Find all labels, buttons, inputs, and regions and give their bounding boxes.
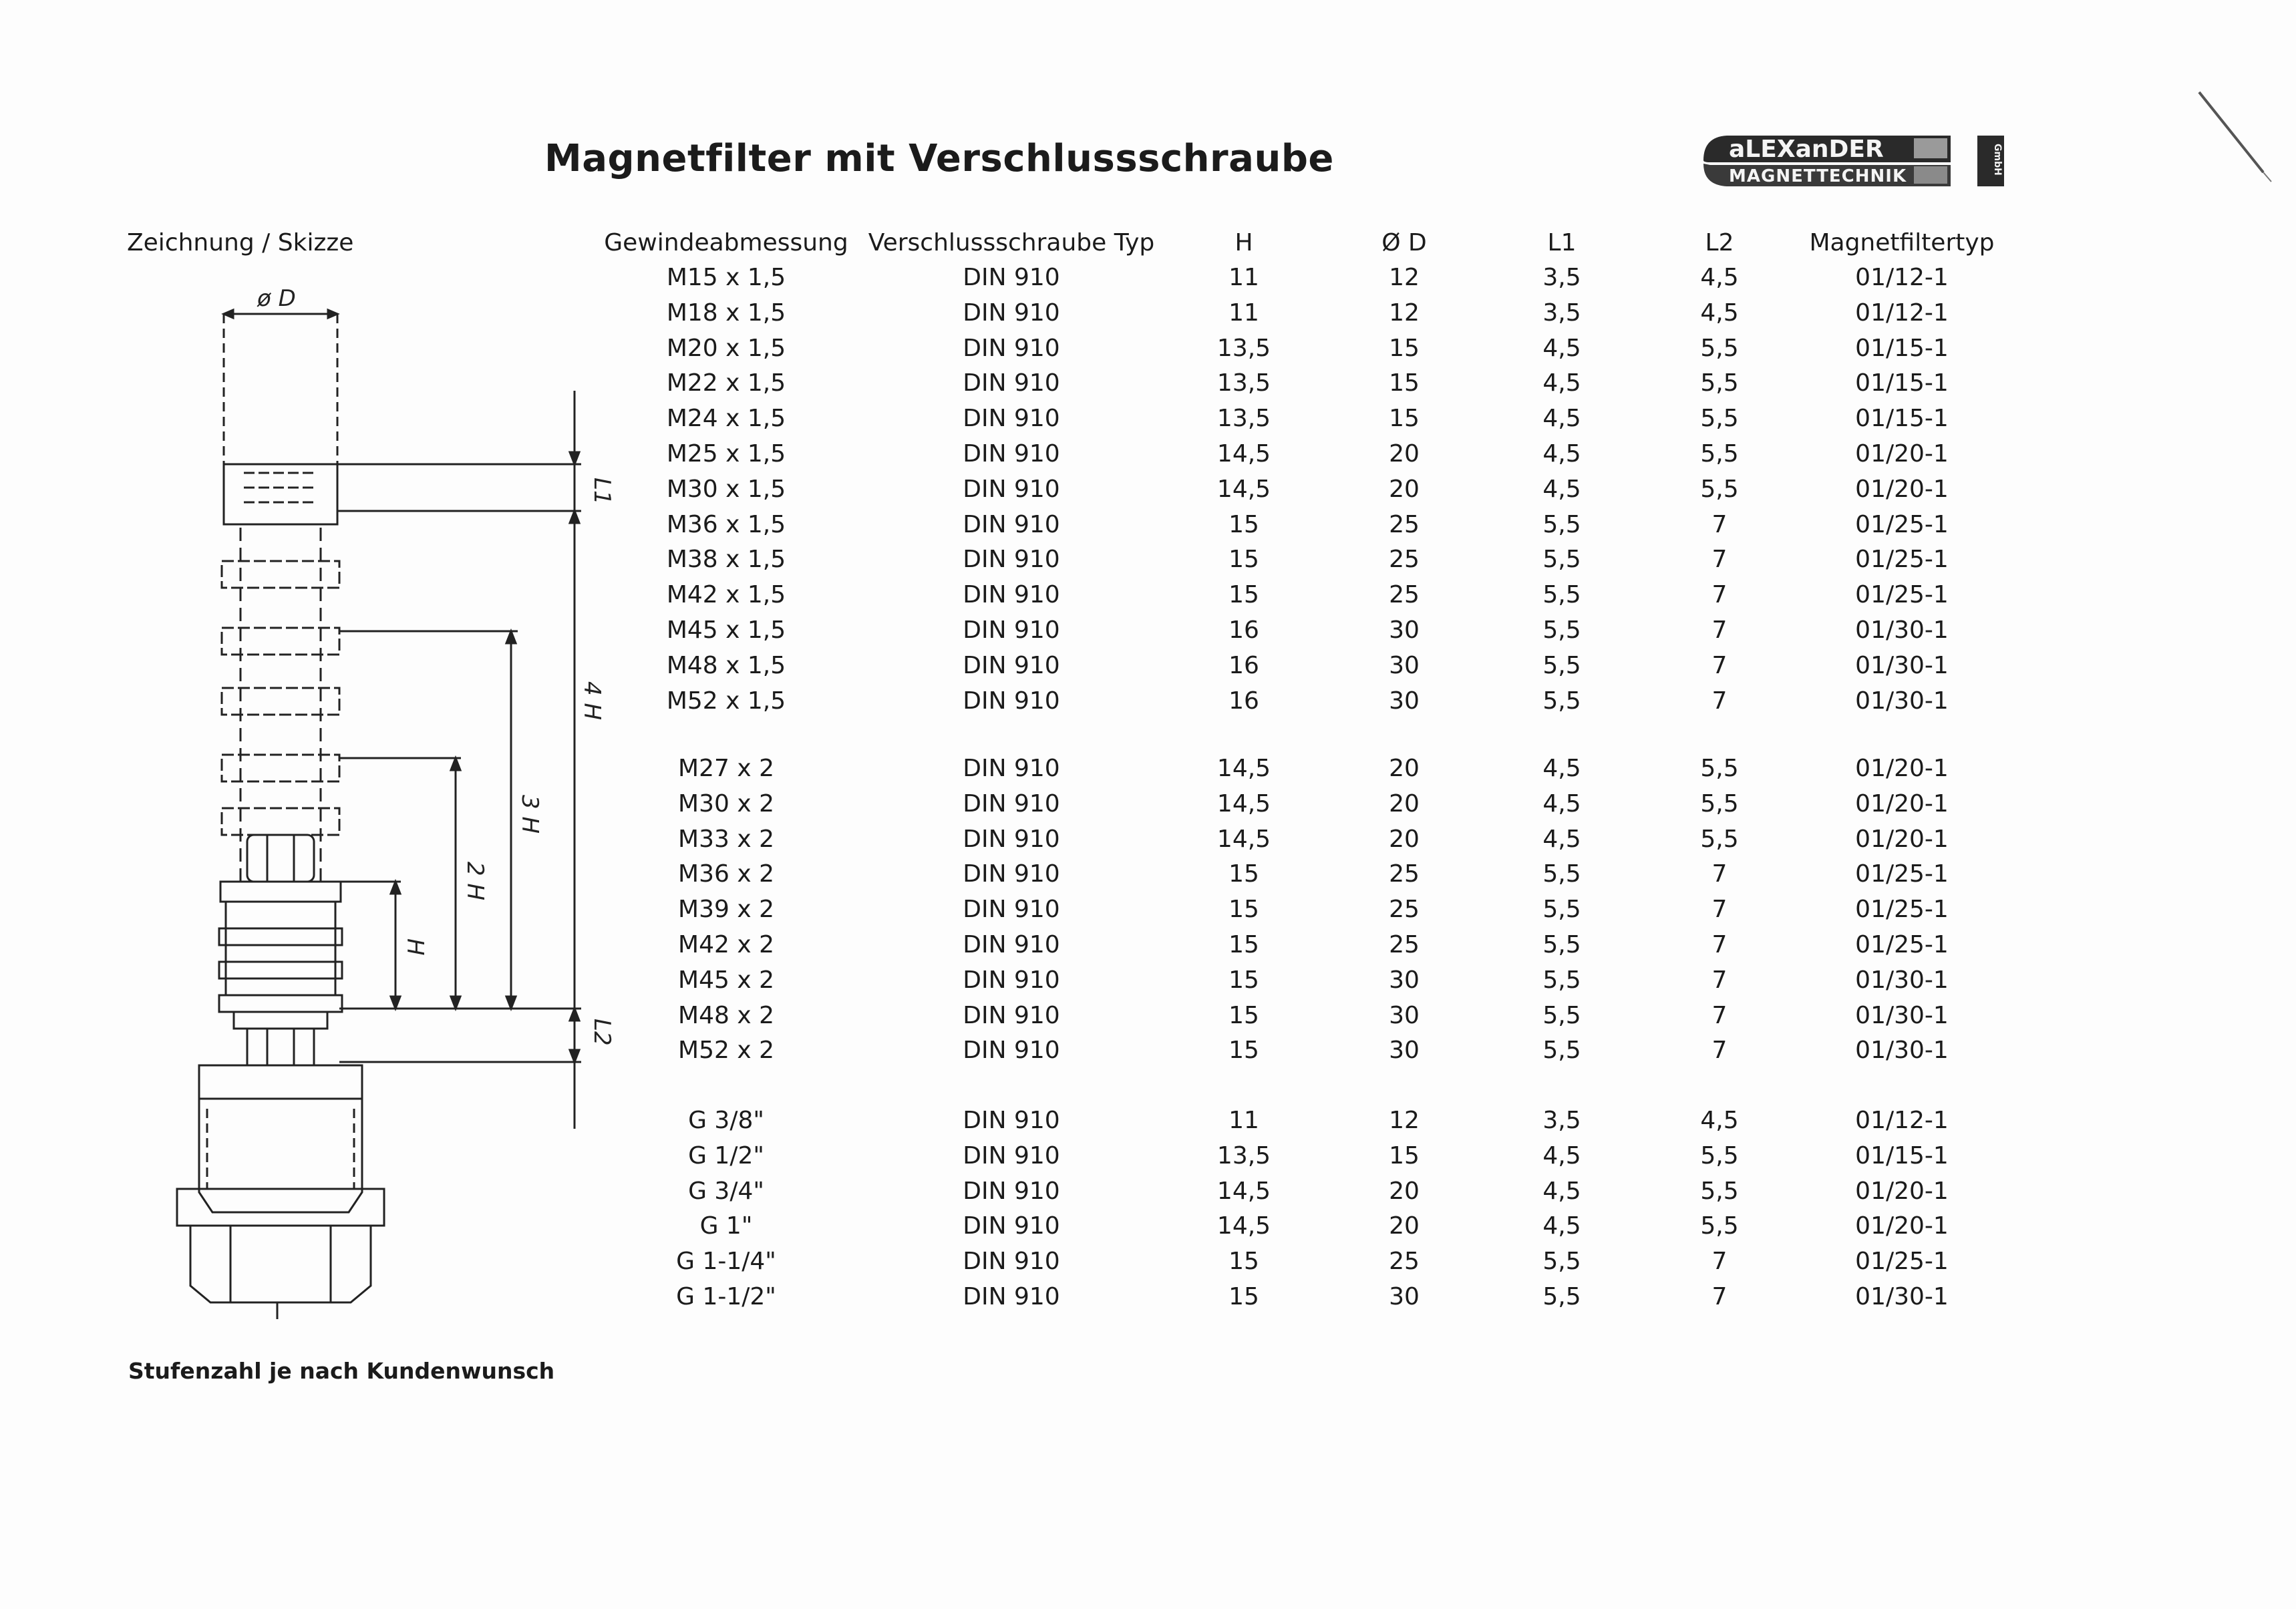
- cell-l2: 5,5: [1700, 405, 1739, 432]
- cell-l1: 5,5: [1542, 581, 1581, 608]
- cell-screw-type: DIN 910: [963, 931, 1060, 958]
- cell-thread: M30 x 2: [678, 790, 774, 818]
- cell-l2: 7: [1711, 1248, 1728, 1275]
- cell-l1: 4,5: [1542, 1142, 1581, 1170]
- cell-h: 11: [1228, 1107, 1259, 1134]
- cell-thread: M48 x 1,5: [666, 652, 786, 679]
- cell-filter-type: 01/30-1: [1855, 687, 1949, 715]
- cell-diameter: 20: [1389, 790, 1420, 818]
- cell-l1: 5,5: [1542, 966, 1581, 994]
- cell-diameter: 20: [1389, 476, 1420, 503]
- cell-l2: 5,5: [1700, 335, 1739, 362]
- cell-screw-type: DIN 910: [963, 440, 1060, 468]
- cell-screw-type: DIN 910: [963, 1037, 1060, 1064]
- cell-l1: 3,5: [1542, 264, 1581, 291]
- cell-h: 13,5: [1216, 405, 1271, 432]
- cell-l2: 7: [1711, 511, 1728, 538]
- footnote: Stufenzahl je nach Kundenwunsch: [128, 1358, 555, 1384]
- logo-side: GmbH: [1992, 144, 2003, 176]
- cell-diameter: 12: [1389, 264, 1420, 291]
- cell-filter-type: 01/12-1: [1855, 264, 1949, 291]
- cell-diameter: 25: [1389, 581, 1420, 608]
- cell-filter-type: 01/20-1: [1855, 826, 1949, 853]
- cell-diameter: 30: [1389, 966, 1420, 994]
- cell-filter-type: 01/20-1: [1855, 1212, 1949, 1240]
- cell-l1: 4,5: [1542, 755, 1581, 782]
- cell-diameter: 30: [1389, 1037, 1420, 1064]
- cell-l1: 5,5: [1542, 1283, 1581, 1310]
- technical-drawing: [167, 287, 621, 1329]
- cell-filter-type: 01/30-1: [1855, 616, 1949, 644]
- cell-screw-type: DIN 910: [963, 335, 1060, 362]
- cell-h: 15: [1228, 1002, 1259, 1029]
- cell-screw-type: DIN 910: [963, 687, 1060, 715]
- cell-h: 13,5: [1216, 1142, 1271, 1170]
- cell-h: 16: [1228, 687, 1259, 715]
- cell-screw-type: DIN 910: [963, 966, 1060, 994]
- cell-thread: M30 x 1,5: [666, 476, 786, 503]
- cell-l1: 5,5: [1542, 616, 1581, 644]
- cell-diameter: 15: [1389, 369, 1420, 397]
- cell-thread: G 1/2": [688, 1142, 764, 1170]
- cell-h: 14,5: [1216, 1212, 1271, 1240]
- cell-l2: 7: [1711, 860, 1728, 888]
- cell-thread: M45 x 2: [678, 966, 774, 994]
- header-verschlussschraube: Verschlussschraube Typ: [868, 229, 1155, 256]
- cell-thread: M33 x 2: [678, 826, 774, 853]
- cell-screw-type: DIN 910: [963, 1248, 1060, 1275]
- cell-screw-type: DIN 910: [963, 264, 1060, 291]
- cell-h: 16: [1228, 652, 1259, 679]
- cell-h: 14,5: [1216, 1178, 1271, 1205]
- cell-thread: G 3/4": [688, 1178, 764, 1205]
- cell-filter-type: 01/30-1: [1855, 652, 1949, 679]
- cell-filter-type: 01/30-1: [1855, 1002, 1949, 1029]
- cell-screw-type: DIN 910: [963, 896, 1060, 923]
- cell-h: 13,5: [1216, 369, 1271, 397]
- cell-thread: G 1": [699, 1212, 753, 1240]
- cell-filter-type: 01/20-1: [1855, 790, 1949, 818]
- cell-h: 15: [1228, 1248, 1259, 1275]
- logo-line1: aLEXanDER: [1729, 136, 1884, 163]
- cell-screw-type: DIN 910: [963, 1142, 1060, 1170]
- cell-filter-type: 01/25-1: [1855, 1248, 1949, 1275]
- cell-h: 15: [1228, 931, 1259, 958]
- page-title: Magnetfilter mit Verschlussschraube: [544, 137, 1334, 180]
- cell-l2: 4,5: [1700, 299, 1739, 327]
- cell-filter-type: 01/12-1: [1855, 1107, 1949, 1134]
- cell-filter-type: 01/25-1: [1855, 546, 1949, 573]
- cell-h: 14,5: [1216, 755, 1271, 782]
- cell-l1: 5,5: [1542, 687, 1581, 715]
- cell-filter-type: 01/15-1: [1855, 405, 1949, 432]
- cell-diameter: 25: [1389, 931, 1420, 958]
- cell-filter-type: 01/25-1: [1855, 896, 1949, 923]
- company-logo: [1697, 130, 2011, 190]
- cell-filter-type: 01/20-1: [1855, 1178, 1949, 1205]
- cell-screw-type: DIN 910: [963, 511, 1060, 538]
- cell-l2: 7: [1711, 616, 1728, 644]
- cell-l1: 5,5: [1542, 511, 1581, 538]
- cell-thread: M42 x 1,5: [666, 581, 786, 608]
- cell-thread: M48 x 2: [678, 1002, 774, 1029]
- cell-h: 13,5: [1216, 335, 1271, 362]
- cell-l2: 7: [1711, 581, 1728, 608]
- cell-filter-type: 01/30-1: [1855, 1283, 1949, 1310]
- cell-l1: 4,5: [1542, 335, 1581, 362]
- header-h: H: [1235, 229, 1253, 256]
- cell-diameter: 30: [1389, 616, 1420, 644]
- cell-thread: G 3/8": [688, 1107, 764, 1134]
- cell-h: 16: [1228, 616, 1259, 644]
- cell-diameter: 15: [1389, 335, 1420, 362]
- cell-h: 15: [1228, 511, 1259, 538]
- cell-screw-type: DIN 910: [963, 860, 1060, 888]
- cell-l1: 3,5: [1542, 1107, 1581, 1134]
- cell-filter-type: 01/25-1: [1855, 931, 1949, 958]
- cell-h: 11: [1228, 299, 1259, 327]
- dim-4h-label: 4 H: [579, 681, 605, 721]
- cell-thread: M52 x 1,5: [666, 687, 786, 715]
- cell-diameter: 30: [1389, 1283, 1420, 1310]
- cell-h: 14,5: [1216, 440, 1271, 468]
- cell-l2: 7: [1711, 546, 1728, 573]
- cell-l1: 4,5: [1542, 826, 1581, 853]
- cell-screw-type: DIN 910: [963, 1178, 1060, 1205]
- cell-filter-type: 01/15-1: [1855, 335, 1949, 362]
- cell-filter-type: 01/20-1: [1855, 476, 1949, 503]
- cell-l2: 5,5: [1700, 476, 1739, 503]
- cell-l2: 7: [1711, 966, 1728, 994]
- cell-l1: 5,5: [1542, 896, 1581, 923]
- cell-h: 15: [1228, 1283, 1259, 1310]
- cell-h: 15: [1228, 860, 1259, 888]
- cell-filter-type: 01/12-1: [1855, 299, 1949, 327]
- cell-diameter: 12: [1389, 1107, 1420, 1134]
- cell-l2: 5,5: [1700, 369, 1739, 397]
- cell-diameter: 12: [1389, 299, 1420, 327]
- cell-l2: 7: [1711, 931, 1728, 958]
- cell-filter-type: 01/15-1: [1855, 369, 1949, 397]
- cell-l1: 4,5: [1542, 369, 1581, 397]
- cell-diameter: 15: [1389, 405, 1420, 432]
- cell-diameter: 20: [1389, 1178, 1420, 1205]
- dim-2h-label: 2 H: [462, 862, 488, 901]
- cell-l2: 7: [1711, 687, 1728, 715]
- cell-diameter: 30: [1389, 687, 1420, 715]
- cell-diameter: 25: [1389, 546, 1420, 573]
- cell-thread: M38 x 1,5: [666, 546, 786, 573]
- cell-l2: 4,5: [1700, 264, 1739, 291]
- cell-l2: 5,5: [1700, 755, 1739, 782]
- cell-thread: M42 x 2: [678, 931, 774, 958]
- cell-diameter: 20: [1389, 1212, 1420, 1240]
- cell-h: 14,5: [1216, 826, 1271, 853]
- header-magnetfiltertyp: Magnetfiltertyp: [1809, 229, 1995, 256]
- cell-screw-type: DIN 910: [963, 1283, 1060, 1310]
- pen-mark: [2191, 87, 2278, 187]
- drawing-label: Zeichnung / Skizze: [127, 229, 354, 256]
- cell-h: 14,5: [1216, 476, 1271, 503]
- cell-diameter: 20: [1389, 755, 1420, 782]
- cell-h: 15: [1228, 966, 1259, 994]
- cell-l2: 7: [1711, 652, 1728, 679]
- cell-l2: 5,5: [1700, 790, 1739, 818]
- cell-l1: 5,5: [1542, 1037, 1581, 1064]
- cell-screw-type: DIN 910: [963, 476, 1060, 503]
- cell-diameter: 25: [1389, 860, 1420, 888]
- cell-l2: 4,5: [1700, 1107, 1739, 1134]
- cell-h: 15: [1228, 546, 1259, 573]
- cell-screw-type: DIN 910: [963, 1002, 1060, 1029]
- cell-h: 15: [1228, 1037, 1259, 1064]
- cell-filter-type: 01/25-1: [1855, 860, 1949, 888]
- cell-diameter: 30: [1389, 1002, 1420, 1029]
- cell-l2: 5,5: [1700, 1212, 1739, 1240]
- cell-screw-type: DIN 910: [963, 755, 1060, 782]
- cell-h: 11: [1228, 264, 1259, 291]
- cell-l1: 5,5: [1542, 1002, 1581, 1029]
- cell-screw-type: DIN 910: [963, 826, 1060, 853]
- cell-filter-type: 01/15-1: [1855, 1142, 1949, 1170]
- cell-h: 15: [1228, 581, 1259, 608]
- cell-filter-type: 01/25-1: [1855, 511, 1949, 538]
- cell-l1: 4,5: [1542, 790, 1581, 818]
- cell-screw-type: DIN 910: [963, 1107, 1060, 1134]
- cell-l1: 5,5: [1542, 546, 1581, 573]
- cell-l2: 5,5: [1700, 826, 1739, 853]
- cell-screw-type: DIN 910: [963, 790, 1060, 818]
- cell-thread: M24 x 1,5: [666, 405, 786, 432]
- cell-thread: M22 x 1,5: [666, 369, 786, 397]
- cell-screw-type: DIN 910: [963, 1212, 1060, 1240]
- cell-l1: 3,5: [1542, 299, 1581, 327]
- cell-l2: 5,5: [1700, 1178, 1739, 1205]
- cell-l2: 7: [1711, 1283, 1728, 1310]
- cell-h: 14,5: [1216, 790, 1271, 818]
- dim-h-label: H: [401, 938, 428, 956]
- cell-diameter: 30: [1389, 652, 1420, 679]
- header-l1: L1: [1547, 229, 1577, 256]
- cell-l1: 4,5: [1542, 1212, 1581, 1240]
- cell-thread: M45 x 1,5: [666, 616, 786, 644]
- cell-diameter: 25: [1389, 511, 1420, 538]
- cell-filter-type: 01/20-1: [1855, 755, 1949, 782]
- cell-l2: 5,5: [1700, 1142, 1739, 1170]
- cell-diameter: 25: [1389, 896, 1420, 923]
- dim-l2-label: L2: [589, 1019, 615, 1046]
- cell-filter-type: 01/25-1: [1855, 581, 1949, 608]
- cell-h: 15: [1228, 896, 1259, 923]
- cell-thread: M52 x 2: [678, 1037, 774, 1064]
- cell-screw-type: DIN 910: [963, 652, 1060, 679]
- cell-thread: M27 x 2: [678, 755, 774, 782]
- cell-screw-type: DIN 910: [963, 581, 1060, 608]
- dim-3h-label: 3 H: [516, 795, 543, 834]
- header-diameter: Ø D: [1381, 229, 1427, 256]
- cell-thread: M25 x 1,5: [666, 440, 786, 468]
- cell-screw-type: DIN 910: [963, 369, 1060, 397]
- cell-l1: 5,5: [1542, 931, 1581, 958]
- cell-l2: 7: [1711, 1002, 1728, 1029]
- cell-diameter: 20: [1389, 440, 1420, 468]
- cell-thread: M39 x 2: [678, 896, 774, 923]
- cell-diameter: 25: [1389, 1248, 1420, 1275]
- cell-screw-type: DIN 910: [963, 546, 1060, 573]
- cell-thread: M36 x 2: [678, 860, 774, 888]
- dim-diameter-label: ø D: [257, 287, 296, 312]
- cell-l1: 5,5: [1542, 652, 1581, 679]
- cell-l2: 7: [1711, 1037, 1728, 1064]
- cell-l1: 4,5: [1542, 1178, 1581, 1205]
- cell-thread: M15 x 1,5: [666, 264, 786, 291]
- cell-thread: M18 x 1,5: [666, 299, 786, 327]
- logo-line2: MAGNETTECHNIK: [1729, 166, 1907, 186]
- cell-thread: M36 x 1,5: [666, 511, 786, 538]
- cell-screw-type: DIN 910: [963, 299, 1060, 327]
- cell-l2: 5,5: [1700, 440, 1739, 468]
- cell-thread: G 1-1/2": [676, 1283, 776, 1310]
- cell-diameter: 15: [1389, 1142, 1420, 1170]
- cell-diameter: 20: [1389, 826, 1420, 853]
- cell-l1: 4,5: [1542, 476, 1581, 503]
- cell-filter-type: 01/20-1: [1855, 440, 1949, 468]
- header-gewinde: Gewindeabmessung: [604, 229, 848, 256]
- cell-screw-type: DIN 910: [963, 405, 1060, 432]
- cell-l1: 5,5: [1542, 860, 1581, 888]
- cell-l1: 5,5: [1542, 1248, 1581, 1275]
- cell-filter-type: 01/30-1: [1855, 1037, 1949, 1064]
- cell-l1: 4,5: [1542, 440, 1581, 468]
- cell-filter-type: 01/30-1: [1855, 966, 1949, 994]
- cell-l1: 4,5: [1542, 405, 1581, 432]
- cell-thread: G 1-1/4": [676, 1248, 776, 1275]
- cell-thread: M20 x 1,5: [666, 335, 786, 362]
- dim-l1-label: L1: [589, 478, 615, 505]
- header-l2: L2: [1705, 229, 1734, 256]
- cell-l2: 7: [1711, 896, 1728, 923]
- cell-screw-type: DIN 910: [963, 616, 1060, 644]
